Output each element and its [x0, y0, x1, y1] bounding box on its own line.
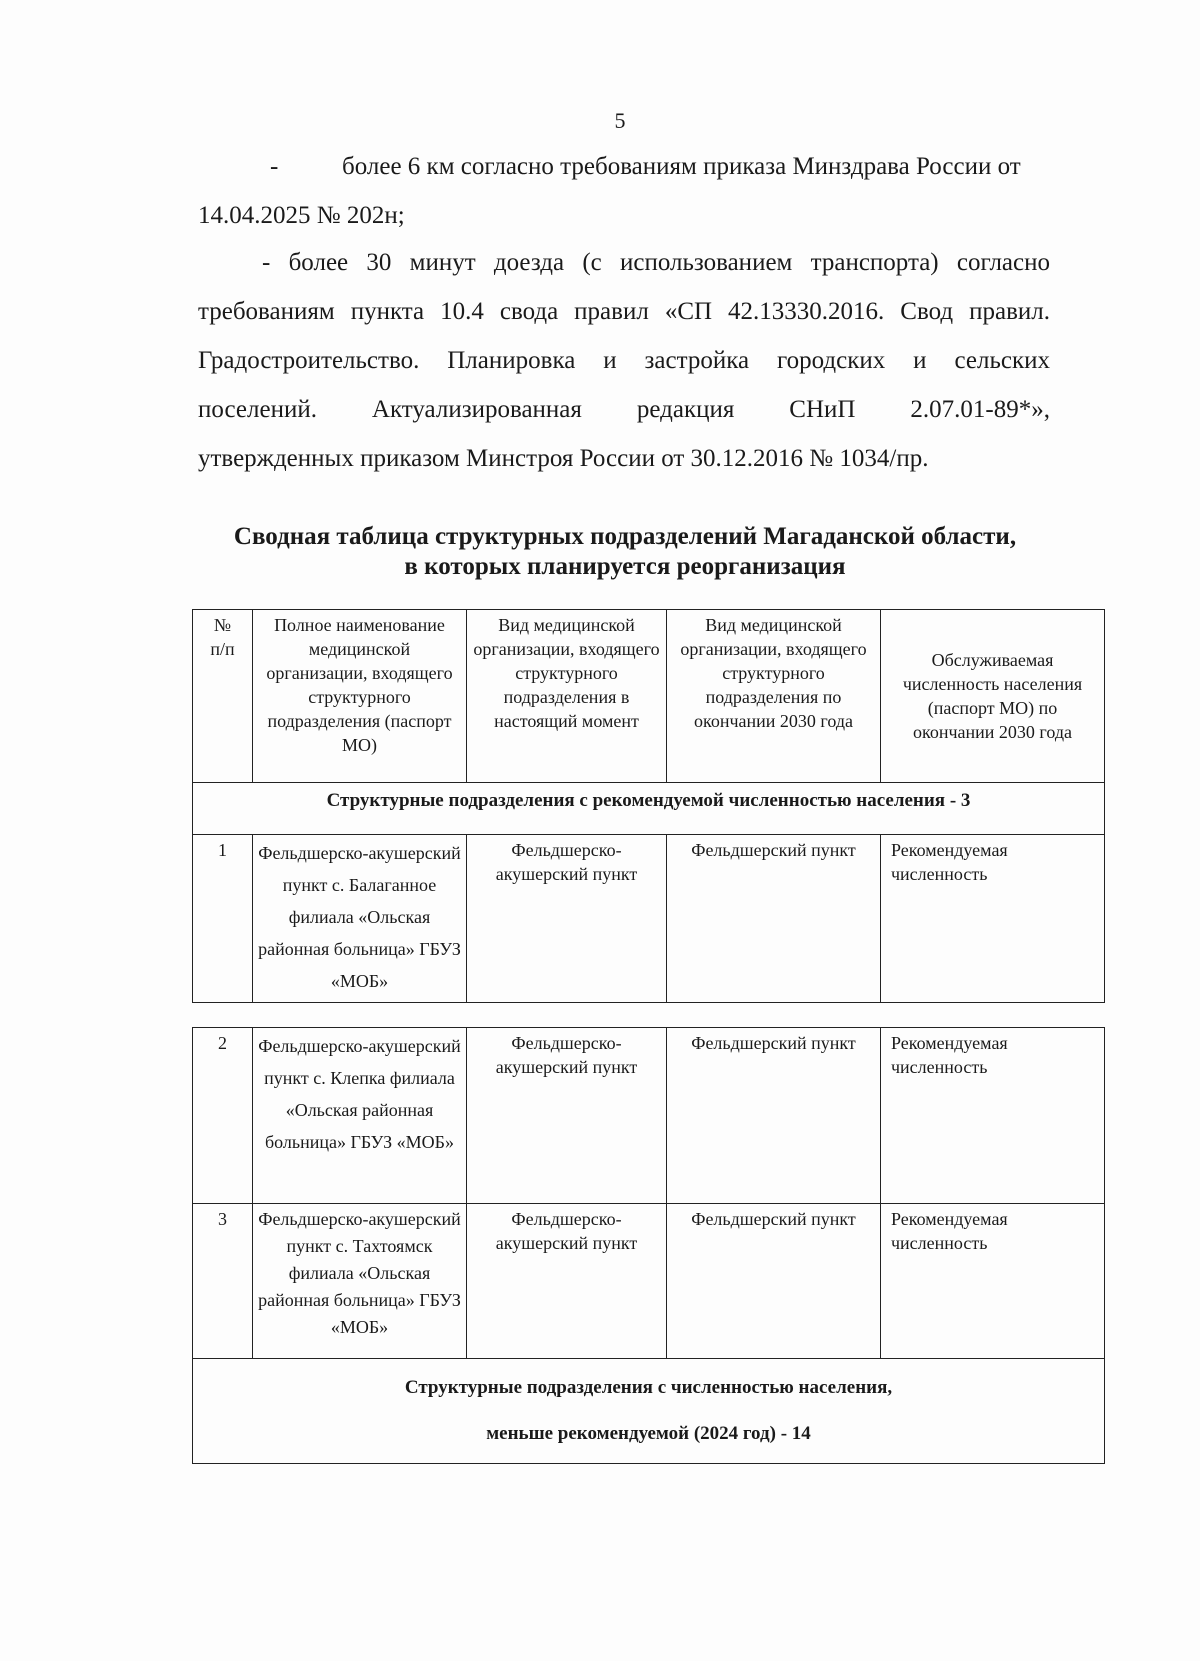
summary-table-part1 [192, 609, 1105, 1003]
list-item-travel-time-line3: Градостроительство. Планировка и застройка городских и сельских [198, 347, 1050, 374]
list-item-travel-time-line5: утвержденных приказом Минстроя России от 30.12.2016 № 1034/пр. [198, 445, 929, 472]
table-title-line1: Сводная таблица структурных подразделений Магаданской области, [233, 523, 1017, 550]
header-num: № п/п [193, 610, 253, 783]
table-row [193, 1028, 1105, 1204]
header-org-name: Полное наименование медицинской организации, входящего структурного подразделения (паспорт МО) [253, 610, 467, 783]
row-org: Фельдшерско-акушерский пункт с. Балаганное филиала «Ольская районная больница» ГБУЗ «МОБ» [253, 835, 467, 1003]
section-below-recommended-line2: меньше рекомендуемой (2024 год) - 14 [486, 1423, 811, 1444]
row-population: Рекомендуемая численность [881, 835, 1105, 1003]
row-population: Рекомендуемая численность [881, 1028, 1105, 1204]
header-future-type: Вид медицинской организации, входящего структурного подразделения по окончании 2030 года [667, 610, 881, 783]
list-item-travel-time-line2: требованиям пункта 10.4 свода правил «СП 42.13330.2016. Свод правил. [198, 298, 1050, 325]
row-num: 3 [193, 1204, 253, 1359]
row-future-type: Фельдшерский пункт [667, 1028, 881, 1204]
header-population: Обслуживаемая численность населения (паспорт МО) по окончании 2030 года [881, 610, 1105, 783]
row-population: Рекомендуемая численность [881, 1204, 1105, 1359]
row-current-type: Фельдшерско-акушерский пункт [467, 835, 667, 1003]
list-item-distance-line2: 14.04.2025 № 202н; [198, 202, 405, 229]
row-org: Фельдшерско-акушерский пункт с. Тахтоямск филиала «Ольская районная больница» ГБУЗ «МОБ» [253, 1204, 467, 1359]
header-current-type: Вид медицинской организации, входящего структурного подразделения в настоящий момент [467, 610, 667, 783]
list-item-distance [198, 142, 1050, 240]
page-number: 5 [614, 108, 626, 133]
row-current-type: Фельдшерско-акушерский пункт [467, 1028, 667, 1204]
list-item-travel-time [198, 238, 1050, 483]
table-title [190, 522, 1060, 582]
section-row [193, 783, 1105, 835]
row-future-type: Фельдшерский пункт [667, 835, 881, 1003]
section-below-recommended-line1: Структурные подразделения с численностью населения, [404, 1377, 893, 1398]
list-item-travel-time-line4: поселений. Актуализированная редакция СНиП 2.07.01-89*», [198, 396, 1050, 423]
table-title-line2: в которых планируется реорганизация [404, 553, 846, 580]
row-num: 1 [193, 835, 253, 1003]
row-current-type: Фельдшерско-акушерский пункт [467, 1204, 667, 1359]
list-item-distance-line1: - более 6 км согласно требованиям приказа Минздрава России от [270, 153, 1021, 180]
section-below-recommended [193, 1359, 1105, 1464]
section-recommended: Структурные подразделения с рекомендуемой численностью населения - 3 [193, 783, 1105, 835]
section-row [193, 1359, 1105, 1464]
table-row [193, 1204, 1105, 1359]
summary-table-part2 [192, 1027, 1105, 1464]
row-org: Фельдшерско-акушерский пункт с. Клепка филиала «Ольская районная больница» ГБУЗ «МОБ» [253, 1028, 467, 1204]
list-item-travel-time-line1: - более 30 минут доезда (с использованием транспорта) согласно [262, 249, 1050, 276]
table-row [193, 835, 1105, 1003]
row-num: 2 [193, 1028, 253, 1204]
row-future-type: Фельдшерский пункт [667, 1204, 881, 1359]
table-header-row [193, 610, 1105, 783]
